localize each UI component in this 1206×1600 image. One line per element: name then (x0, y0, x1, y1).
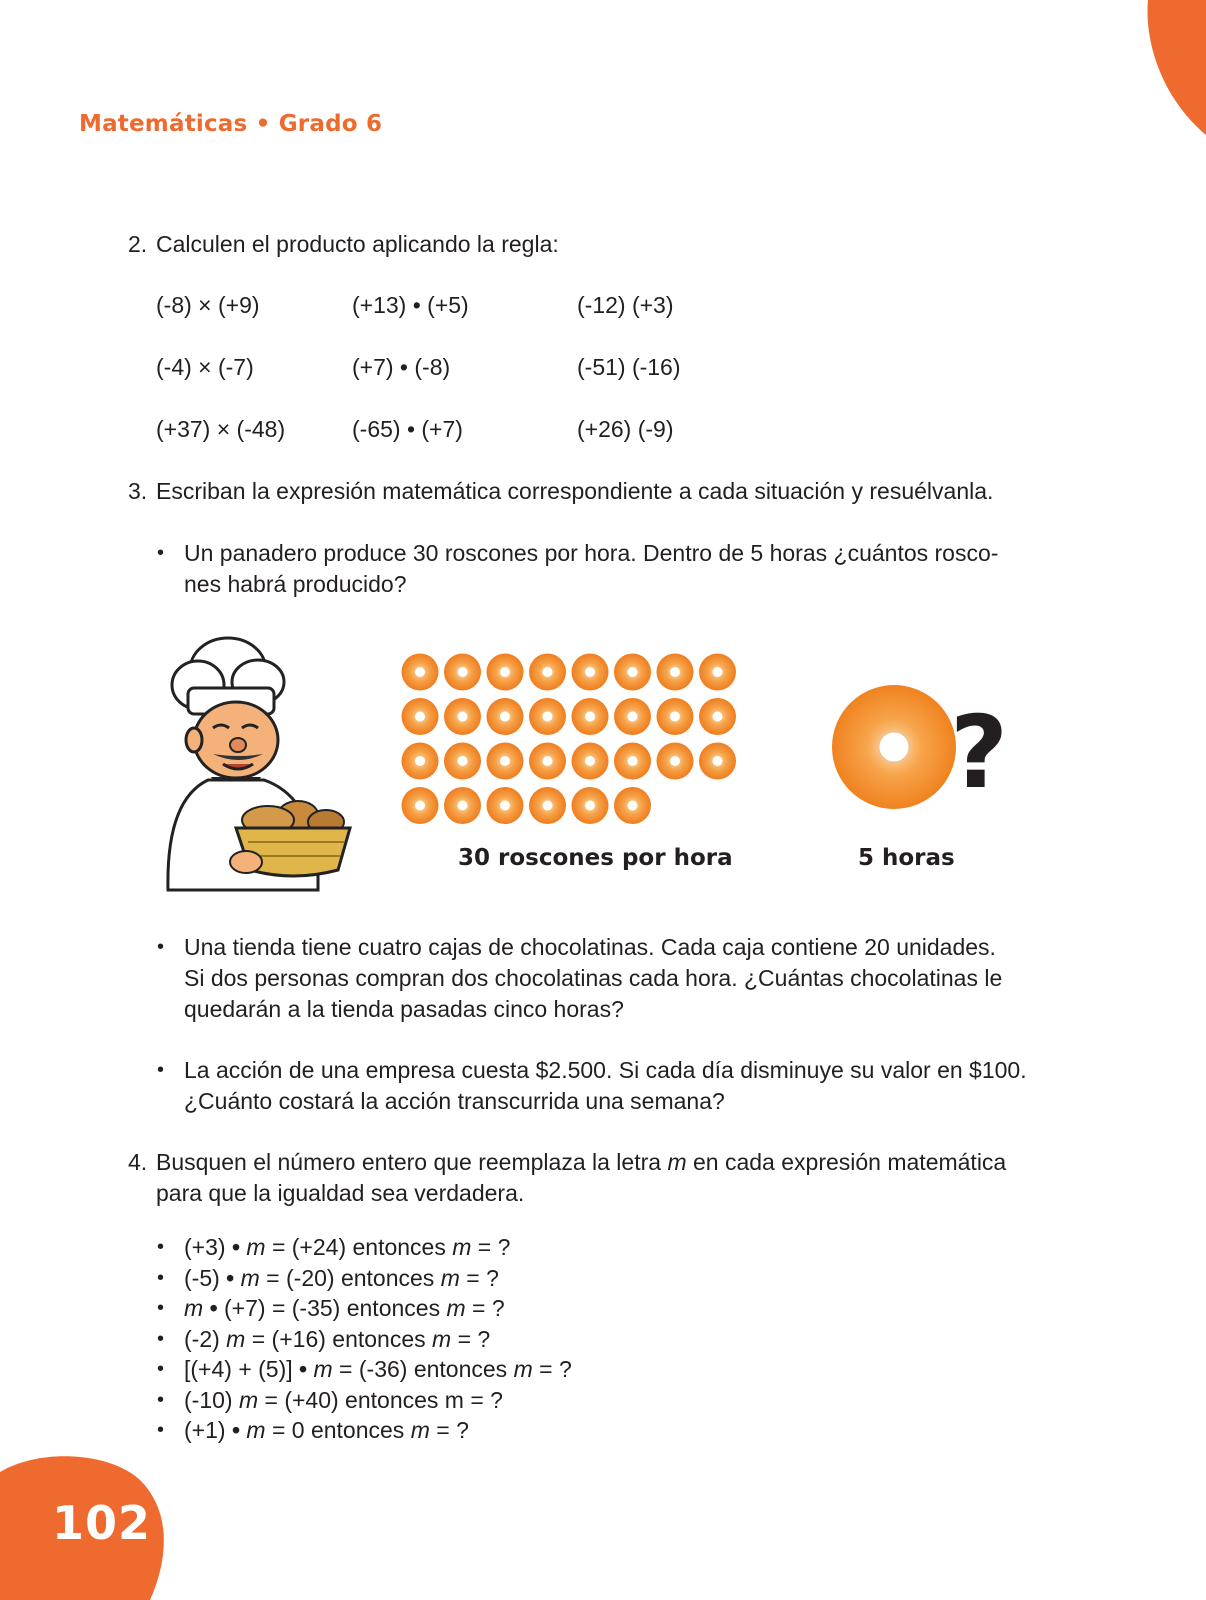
roscon-icon (444, 698, 481, 735)
exercise-2-title: Calculen el producto aplicando la regla: (156, 231, 559, 257)
book-header: Matemáticas • Grado 6 (79, 111, 383, 137)
caption-roscones-por-hora: 30 roscones por hora (458, 845, 733, 871)
bullet: • (157, 1236, 165, 1258)
roscon-icon (529, 698, 566, 735)
exercise-4-number: 4. (128, 1149, 148, 1175)
roscon-icon (572, 698, 609, 735)
product-r1-c1: (-8) × (+9) (156, 292, 260, 318)
exercise-4-title-line-2: para que la igualdad sea verdadera. (156, 1180, 525, 1206)
exercise-3-title: Escriban la expresión matemática correspondiente a cada situación y resuélvanla. (156, 478, 994, 504)
roscon-icon (572, 654, 609, 691)
situation-2-line-3: quedarán a la tienda pasadas cinco horas? (184, 996, 624, 1022)
situation-3-line-2: ¿Cuánto costará la acción transcurrida una semana? (184, 1088, 725, 1114)
roscon-icon (402, 787, 439, 824)
product-r2-c2: (+7) • (-8) (352, 354, 451, 380)
product-r1-c3: (-12) (+3) (577, 292, 674, 318)
roscon-icon (402, 698, 439, 735)
roscon-icon (529, 654, 566, 691)
roscon-icon (444, 743, 481, 780)
roscon-icon (487, 787, 524, 824)
roscon-icon (444, 654, 481, 691)
roscon-icon (614, 698, 651, 735)
roscon-icon (572, 787, 609, 824)
roscon-icon (657, 654, 694, 691)
bullet: • (157, 542, 165, 564)
roscones-grid (398, 652, 738, 837)
equation-item: (-5) • m = (-20) entonces m = ? (184, 1264, 499, 1291)
equation-item: m • (+7) = (-35) entonces m = ? (184, 1295, 505, 1321)
roscon-icon (402, 654, 439, 691)
product-r3-c3: (+26) (-9) (577, 416, 674, 442)
product-r2-c3: (-51) (-16) (577, 354, 681, 380)
bullet: • (157, 1419, 165, 1441)
roscon-icon (657, 698, 694, 735)
bullet: • (157, 1297, 165, 1319)
corner-decoration-top (1126, 0, 1206, 140)
product-r2-c1: (-4) × (-7) (156, 354, 254, 380)
roscon-icon (444, 787, 481, 824)
roscon-icon (614, 787, 651, 824)
situation-2-line-1: Una tienda tiene cuatro cajas de chocolatinas. Cada caja contiene 20 unidades. (184, 934, 996, 960)
equation-item: (+3) • m = (+24) entonces m = ? (184, 1234, 511, 1260)
product-r3-c2: (-65) • (+7) (352, 416, 463, 442)
bullet: • (157, 1327, 165, 1350)
roscon-icon (402, 743, 439, 780)
roscon-icon (699, 698, 736, 735)
equation-item: [(+4) + (5)] • m = (-36) entonces m = ? (184, 1356, 572, 1382)
equation-item: (-10) m = (+40) entonces m = ? (184, 1386, 503, 1413)
roscon-icon (487, 654, 524, 691)
large-donut-question (832, 677, 1012, 817)
bullet: • (157, 1388, 165, 1411)
product-r3-c1: (+37) × (-48) (156, 416, 286, 442)
roscon-icon (487, 698, 524, 735)
baker-illustration (158, 630, 358, 895)
situation-1-line-2: nes habrá producido? (184, 571, 407, 597)
equation-item: (+1) • m = 0 entonces m = ? (184, 1417, 469, 1443)
question-mark: ? (950, 694, 1009, 811)
bullet: • (157, 1358, 165, 1380)
page-number: 102 (52, 1496, 152, 1550)
caption-5-horas: 5 horas (858, 845, 955, 871)
roscon-icon (529, 743, 566, 780)
roscon-icon (529, 787, 566, 824)
exercise-4-title-line-1: Busquen el número entero que reemplaza la letra m en cada expresión matemática (156, 1149, 1007, 1175)
roscon-icon (487, 743, 524, 780)
roscon-icon (572, 743, 609, 780)
bullet: • (157, 936, 165, 958)
bullet: • (157, 1266, 165, 1289)
product-r1-c2: (+13) • (+5) (352, 292, 469, 318)
exercise-3-number: 3. (128, 478, 148, 504)
bullet: • (157, 1059, 165, 1081)
roscon-icon (699, 743, 736, 780)
roscon-icon (699, 654, 736, 691)
situation-2-line-2: Si dos personas compran dos chocolatinas cada hora. ¿Cuántas chocolatinas le (184, 965, 1003, 991)
exercise-2-number: 2. (128, 231, 148, 257)
roscon-icon (614, 654, 651, 691)
roscon-icon (657, 743, 694, 780)
situation-3-line-1: La acción de una empresa cuesta $2.500. Si cada día disminuye su valor en $100. (184, 1057, 1027, 1083)
roscon-icon (614, 743, 651, 780)
equation-item: (-2) m = (+16) entonces m = ? (184, 1325, 491, 1352)
situation-1-line-1: Un panadero produce 30 roscones por hora. Dentro de 5 horas ¿cuántos rosco- (184, 540, 999, 566)
